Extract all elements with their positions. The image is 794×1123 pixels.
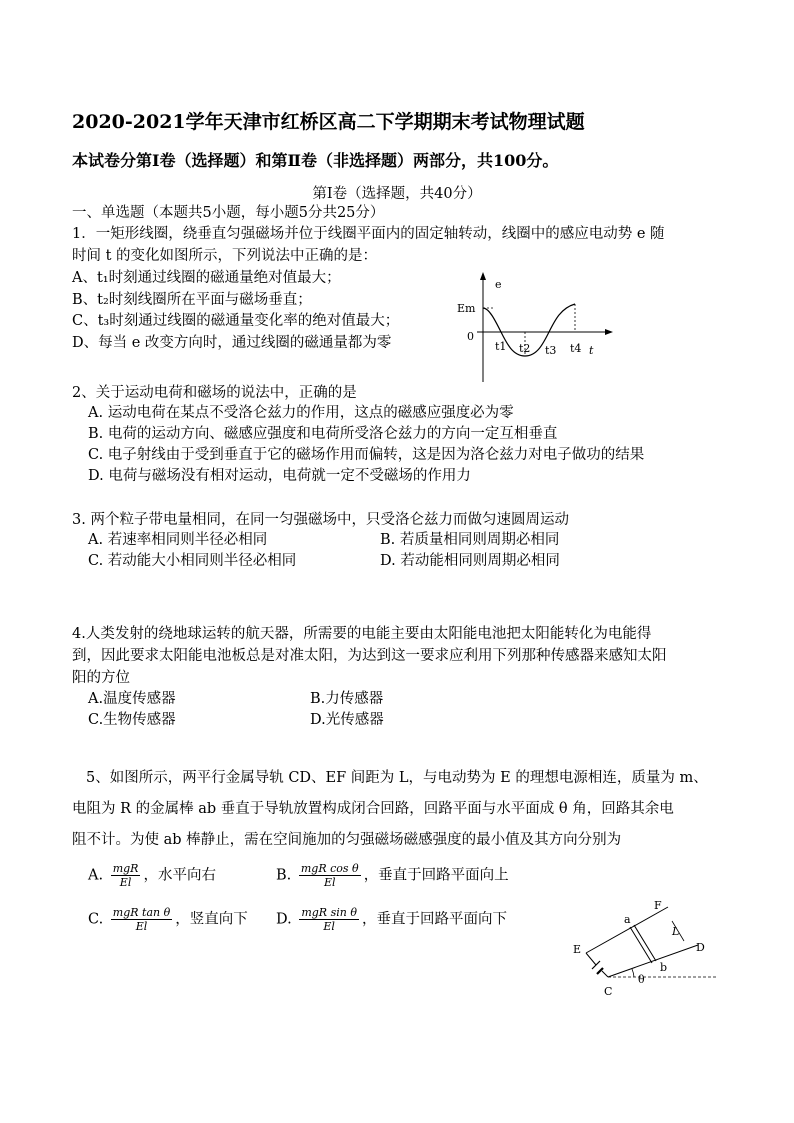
q5-option-d-numerator: mgR sin θ: [301, 906, 357, 919]
q5-option-d: [276, 906, 507, 933]
exam-intro: 本试卷分第Ⅰ卷（选择题）和第Ⅱ卷（非选择题）两部分，共100分。: [72, 151, 559, 170]
q5-option-d-fraction: [299, 906, 359, 933]
q5-fig-label-e: E: [573, 943, 582, 956]
q4-stem-line1: 4.人类发射的绕地球运转的航天器，所需要的电能主要由太阳能电池把太阳能转化为电能得: [72, 626, 652, 642]
q1-stem-line1: 1．一矩形线圈，绕垂直匀强磁场并位于线圈平面内的固定轴转动，线圈中的感应电动势 e 随: [72, 226, 665, 242]
q1-graph-origin-label: 0: [467, 330, 474, 343]
q5-option-a: [88, 862, 216, 889]
q1-option-b: B、t₂时刻线圈所在平面与磁场垂直；: [72, 292, 312, 308]
q4-option-b: B.力传感器: [310, 691, 384, 707]
q1-graph-em-label: Em: [457, 302, 476, 315]
q1-graph-t3: t3: [545, 344, 557, 357]
q1-graph-t4: t4: [570, 342, 582, 355]
q5-fig-label-l: L: [672, 925, 680, 938]
q5-stem-line1: 5、如图所示，两平行金属导轨 CD、EF 间距为 L，与电动势为 E 的理想电源相连，质量为 m、: [86, 770, 708, 786]
part1-heading: 第Ⅰ卷（选择题，共40分）: [312, 186, 482, 202]
q1-option-c: C、t₃时刻通过线圈的磁通量变化率的绝对值最大；: [72, 313, 400, 329]
q5-option-c-numerator: mgR tan θ: [112, 906, 171, 919]
q5-option-b-fraction: [299, 862, 361, 889]
q5-fig-label-theta: θ: [638, 973, 645, 986]
section1-heading: 一、单选题（本题共5小题，每小题5分共25分）: [72, 205, 385, 221]
q5-fig-label-c: C: [604, 985, 613, 998]
q1-option-a: A、t₁时刻通过线圈的磁通量绝对值最大；: [72, 270, 341, 286]
q1-option-d: D、每当 e 改变方向时，通过线圈的磁通量都为零: [72, 335, 392, 351]
q5-rail-diagram: [568, 895, 720, 1000]
q5-fig-label-f: F: [654, 899, 662, 912]
q3-stem: 3. 两个粒子带电量相同，在同一匀强磁场中，只受洛仑兹力而做匀速圆周运动: [72, 512, 569, 528]
q5-fig-label-d: D: [696, 941, 705, 954]
q5-option-c-label: C.: [88, 911, 104, 928]
q3-option-d: D. 若动能相同则周期必相同: [380, 553, 560, 569]
q2-option-b: B. 电荷的运动方向、磁感应强度和电荷所受洛仑兹力的方向一定互相垂直: [88, 426, 558, 442]
q2-option-a: A. 运动电荷在某点不受洛仑兹力的作用，这点的磁感应强度必为零: [88, 405, 514, 421]
q5-option-a-denominator: El: [119, 876, 132, 889]
q4-option-d: D.光传感器: [310, 712, 384, 728]
q1-graph-t2: t2: [519, 342, 531, 355]
q5-option-d-label: D.: [276, 911, 292, 928]
q5-option-b-label: B.: [276, 867, 292, 884]
q2-stem: 2、关于运动电荷和磁场的说法中，正确的是: [72, 385, 357, 401]
q4-option-c: C.生物传感器: [88, 712, 176, 728]
q5-option-b-text: ，垂直于回路平面向上: [363, 867, 509, 884]
q5-option-a-fraction: [111, 862, 141, 889]
q3-option-a: A. 若速率相同则半径必相同: [88, 532, 268, 548]
q1-stem-line2: 时间 t 的变化如图所示，下列说法中正确的是：: [72, 248, 378, 264]
q1-graph-t-label: t: [589, 344, 594, 357]
q2-option-c: C. 电子射线由于受到垂直于它的磁场作用而偏转，这是因为洛仑兹力对电子做功的结果: [88, 447, 645, 463]
q5-option-b-numerator: mgR cos θ: [300, 862, 359, 875]
q5-option-a-label: A.: [88, 867, 104, 884]
q5-stem-line3: 阻不计。为使 ab 棒静止，需在空间施加的匀强磁场磁感强度的最小值及其方向分别为: [72, 832, 622, 848]
q1-emf-graph: [455, 270, 615, 388]
q4-option-a: A.温度传感器: [88, 691, 176, 707]
q2-option-d: D. 电荷与磁场没有相对运动，电荷就一定不受磁场的作用力: [88, 468, 471, 484]
q5-option-b-denominator: El: [324, 876, 336, 889]
q5-option-c-fraction: [111, 906, 172, 933]
q5-fig-label-a: a: [624, 913, 631, 926]
page-title: 2020-2021学年天津市红桥区高二下学期期末考试物理试题: [72, 111, 585, 133]
q5-option-a-text: ，水平向右: [143, 867, 216, 884]
q5-option-d-denominator: El: [323, 920, 335, 933]
q5-option-a-numerator: mgR: [112, 862, 139, 875]
q4-stem-line2: 到，因此要求太阳能电池板总是对准太阳，为达到这一要求应利用下列那种传感器来感知太阳: [72, 648, 667, 664]
q1-graph-e-label: e: [495, 278, 502, 291]
q5-option-d-text: ，垂直于回路平面向下: [361, 911, 507, 928]
q1-graph-t1: t1: [495, 340, 507, 353]
q5-option-c-denominator: El: [135, 920, 148, 933]
q5-fig-label-b: b: [660, 961, 668, 974]
q5-stem-line2: 电阻为 R 的金属棒 ab 垂直于导轨放置构成闭合回路，回路平面与水平面成 θ 角，回路其余电: [72, 801, 674, 817]
q3-option-b: B. 若质量相同则周期必相同: [380, 532, 560, 548]
q5-option-c-text: ，竖直向下: [175, 911, 248, 928]
q4-stem-line3: 阳的方位: [72, 670, 130, 686]
q3-option-c: C. 若动能大小相同则半径必相同: [88, 553, 297, 569]
q5-option-c: [88, 906, 248, 933]
q5-option-b: [276, 862, 509, 889]
